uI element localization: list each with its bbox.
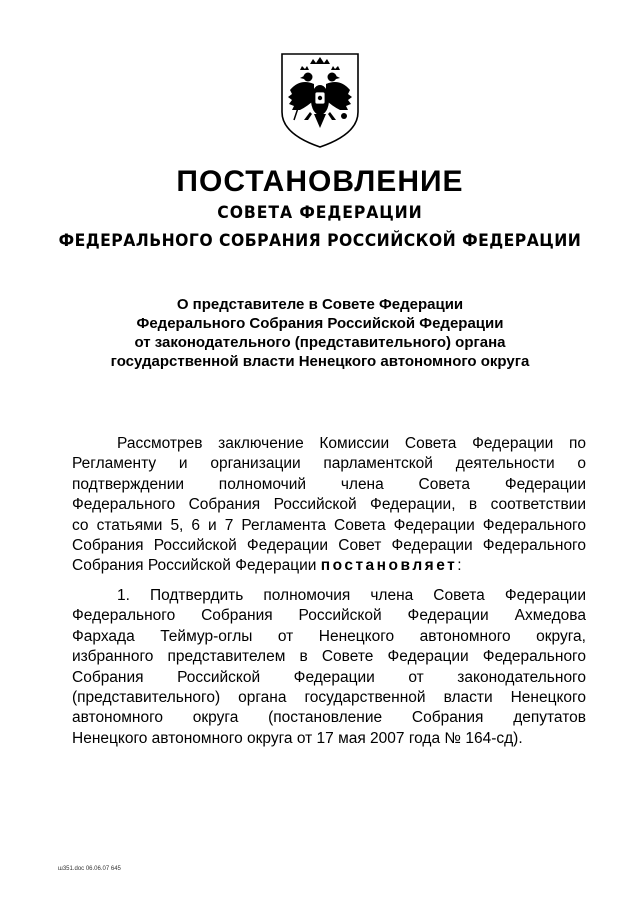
- resolution-item-1: [72, 586, 586, 749]
- paragraph-line: [72, 556, 586, 576]
- title-line: государственной власти Ненецкого автономного округа: [110, 353, 530, 370]
- title-line: Федерального Собрания Российской Федерации: [136, 315, 504, 332]
- paragraph-line: Регламенту и организации парламентской деятельности о: [72, 455, 586, 473]
- paragraph-line: подтверждении полномочий члена Совета Федерации: [72, 475, 586, 493]
- keyword-punctuation: :: [457, 557, 462, 575]
- preamble-paragraph: [72, 434, 586, 577]
- resolution-keyword: постановляет: [320, 557, 458, 575]
- paragraph-line-text: Собрания Российской Федерации: [72, 557, 321, 575]
- issuer-subheading: ФЕДЕРАЛЬНОГО СОБРАНИЯ РОССИЙСКОЙ ФЕДЕРАЦИИ: [58, 231, 582, 251]
- title-line: О представителе в Совете Федерации: [176, 296, 464, 313]
- paragraph-line: автономного округа (постановление Собрания депутатов: [72, 709, 586, 727]
- paragraph-line: избранного представителем в Совете Федерации Федерального: [72, 648, 586, 666]
- document-title: [60, 295, 580, 371]
- paragraph-line: Рассмотрев заключение Комиссии Совета Федерации по: [117, 435, 586, 452]
- paragraph-line: (представительного) органа государственной власти Ненецкого: [72, 689, 586, 707]
- issuer-heading: СОВЕТА ФЕДЕРАЦИИ: [217, 203, 423, 223]
- coat-of-arms-icon: [270, 50, 370, 150]
- paragraph-line: Федерального Собрания Российской Федерации Ахмедова: [72, 607, 586, 625]
- paragraph-line: Фархада Теймур-оглы от Ненецкого автономного округа,: [72, 627, 586, 645]
- paragraph-line: Собрания Российской Федерации от законодательного: [72, 668, 586, 686]
- paragraph-line: 1. Подтвердить полномочия члена Совета Федерации: [117, 587, 586, 604]
- paragraph-line: Собрания Российской Федерации Совет Федерации Федерального: [72, 537, 586, 555]
- paragraph-line: Федерального Собрания Российской Федерации, в соответствии: [72, 496, 586, 514]
- document-type-heading: ПОСТАНОВЛЕНИЕ: [176, 165, 464, 198]
- title-line: от законодательного (представительного) органа: [134, 334, 506, 351]
- file-reference-footer: ш351.doc 06.06.07 645: [58, 866, 121, 872]
- paragraph-line: Ненецкого автономного округа от 17 мая 2007 года № 164-сд).: [72, 729, 523, 747]
- paragraph-line: со статьями 5, 6 и 7 Регламента Совета Федерации Федерального: [72, 516, 586, 534]
